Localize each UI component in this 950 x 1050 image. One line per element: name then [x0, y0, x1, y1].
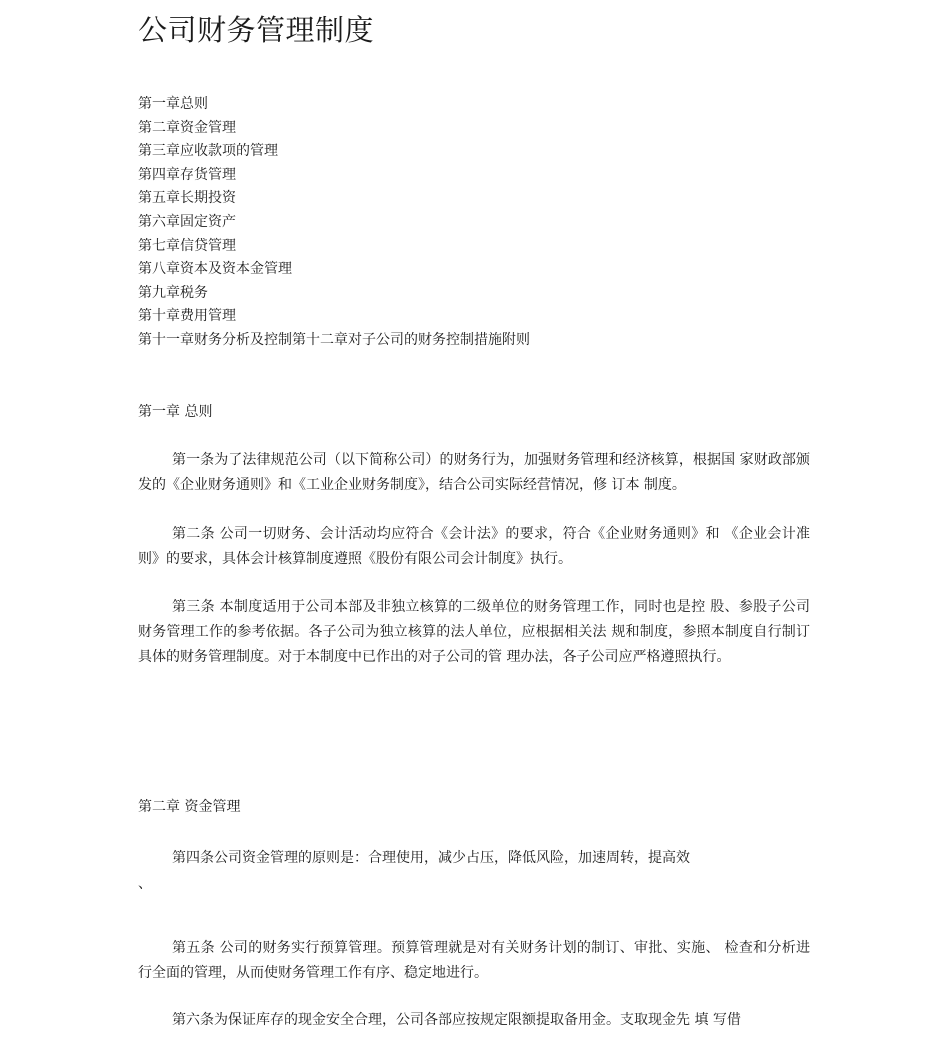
- toc-item: 第六章固定资产: [138, 213, 236, 230]
- article-2-paragraph: 第二条 公司一切财务、会计活动均应符合《会计法》的要求，符合《企业财务通则》和 《企业会计准则》的要求，具体会计核算制度遵照《股份有限公司会计制度》执行。: [138, 526, 810, 567]
- article-5-paragraph: 第五条 公司的财务实行预算管理。预算管理就是对有关财务计划的制订、审批、实施、 检查和分析进行全面的管理，从而使财务管理工作有序、稳定地进行。: [138, 940, 810, 981]
- article-4-trailing-mark: 、: [138, 876, 152, 892]
- toc-item: 第三章应收款项的管理: [138, 143, 278, 160]
- document-title: 公司财务管理制度: [138, 13, 375, 47]
- article-4-paragraph: 第四条公司资金管理的原则是：合理使用，减少占压，降低风险，加速周转，提高效: [172, 850, 690, 866]
- chapter-2-heading: 第二章 资金管理: [138, 799, 241, 815]
- toc-item: 第九章税务: [138, 284, 208, 301]
- toc-item: 第十一章财务分析及控制第十二章对子公司的财务控制措施附则: [138, 331, 530, 348]
- toc-item: 第七章信贷管理: [138, 237, 236, 254]
- article-3-paragraph: 第三条 本制度适用于公司本部及非独立核算的二级单位的财务管理工作，同时也是控 股、参股子公司财务管理工作的参考依据。各子公司为独立核算的法人单位，应根据相关法 规和制度，参照本制度自行制订具体的财务管理制度。对于本制度中已作出的对子公司的管 理办法，各子公司应严格遵照执行。: [138, 599, 810, 665]
- table-of-contents: [138, 93, 530, 353]
- article-1-paragraph: 第一条为了法律规范公司（以下简称公司）的财务行为，加强财务管理和经济核算，根据国 家财政部颁发的《企业财务通则》和《工业企业财务制度》，结合公司实际经营情况，修 订本 制度。: [138, 452, 810, 493]
- article-6-paragraph: 第六条为保证库存的现金安全合理，公司各部应按规定限额提取备用金。支取现金先 填 写借: [172, 1012, 741, 1028]
- chapter-1-heading: 第一章 总则: [138, 404, 213, 420]
- toc-item: 第二章资金管理: [138, 119, 236, 136]
- toc-item: 第四章存货管理: [138, 166, 236, 183]
- toc-item: 第一章总则: [138, 96, 208, 112]
- toc-item: 第五章长期投资: [138, 190, 236, 207]
- toc-item: 第十章费用管理: [138, 308, 236, 325]
- toc-item: 第八章资本及资本金管理: [138, 261, 292, 278]
